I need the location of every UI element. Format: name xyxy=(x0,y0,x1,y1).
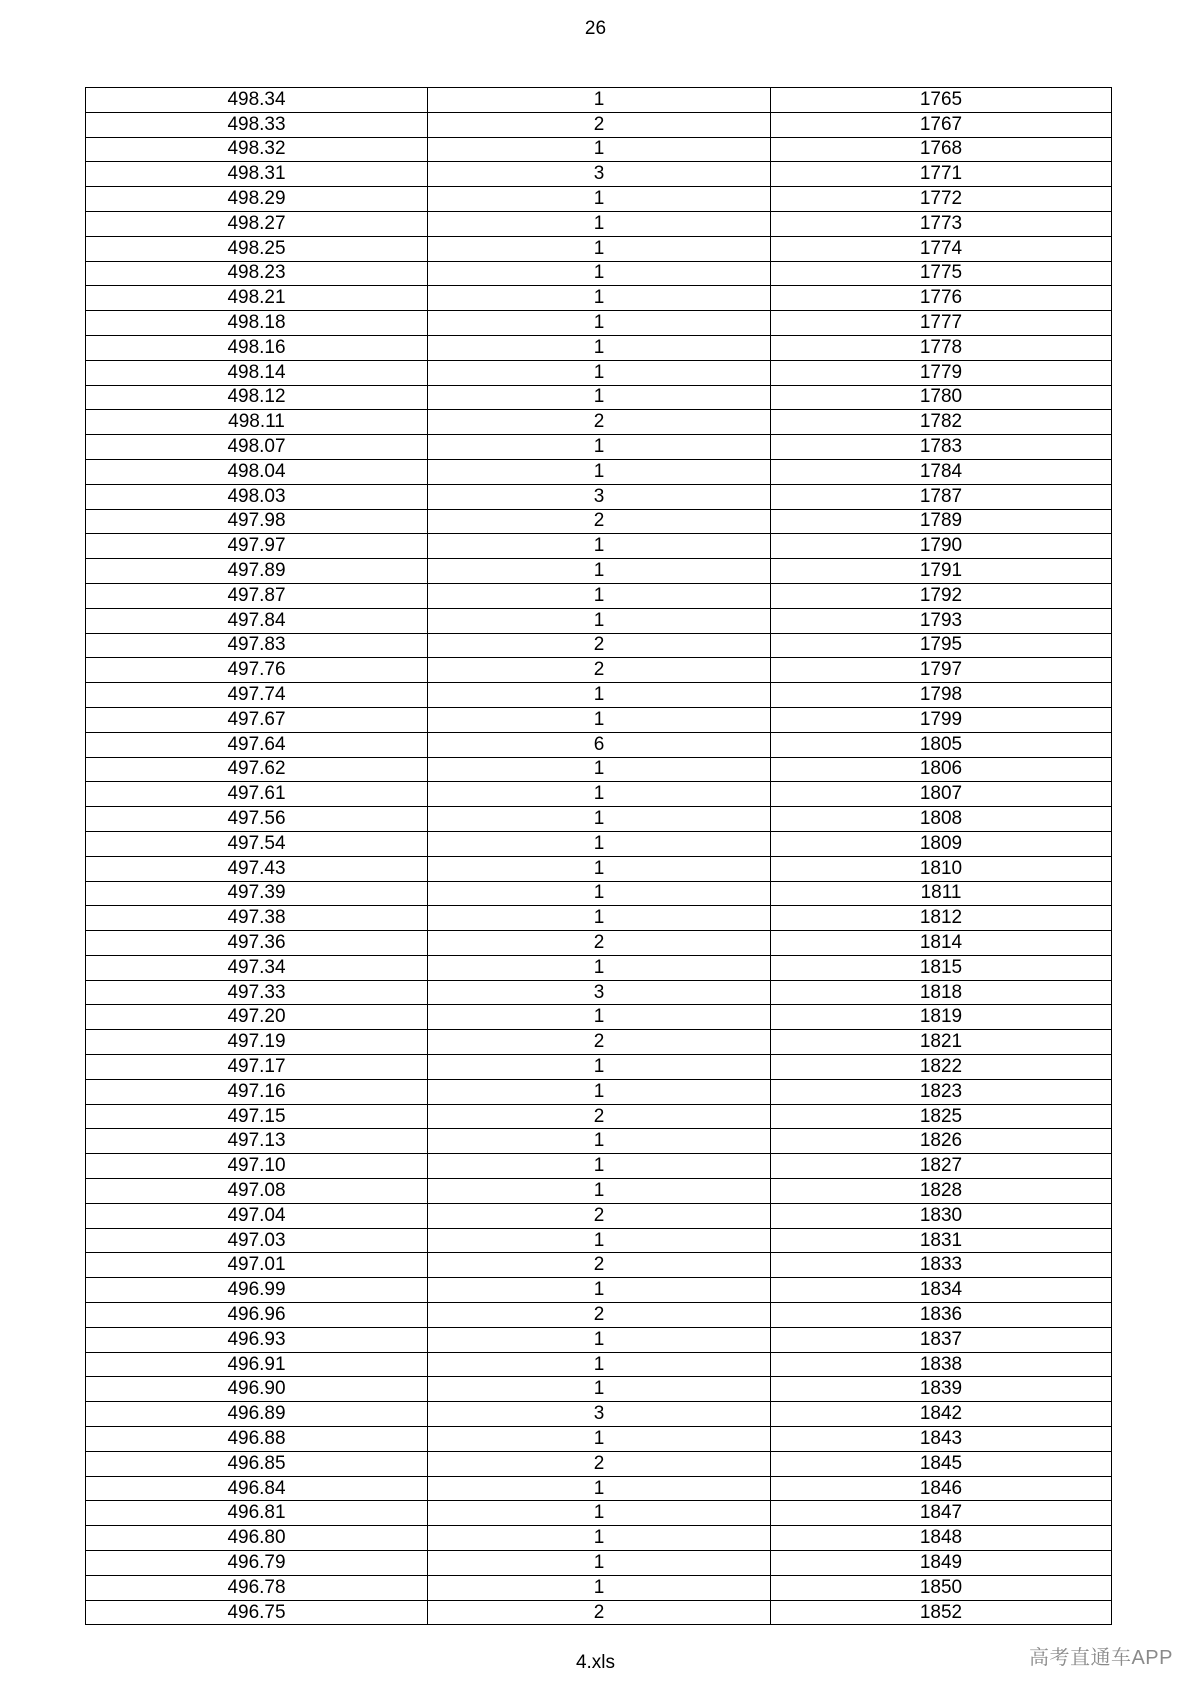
score-cell: 497.04 xyxy=(86,1203,428,1228)
table-row xyxy=(86,1551,1112,1576)
watermark-text: 高考直通车APP xyxy=(1028,1647,1173,1669)
count-cell: 1 xyxy=(428,807,771,832)
score-table-container xyxy=(85,87,1112,1625)
cumulative-cell: 1777 xyxy=(771,311,1112,336)
table-row xyxy=(86,906,1112,931)
table-row xyxy=(86,633,1112,658)
count-cell: 2 xyxy=(428,509,771,534)
count-cell: 1 xyxy=(428,261,771,286)
score-cell: 497.01 xyxy=(86,1253,428,1278)
score-cell: 497.39 xyxy=(86,881,428,906)
table-row xyxy=(86,1501,1112,1526)
count-cell: 1 xyxy=(428,335,771,360)
cumulative-cell: 1821 xyxy=(771,1030,1112,1055)
score-cell: 498.11 xyxy=(86,410,428,435)
cumulative-cell: 1825 xyxy=(771,1104,1112,1129)
score-cell: 498.27 xyxy=(86,211,428,236)
cumulative-cell: 1848 xyxy=(771,1526,1112,1551)
cumulative-cell: 1828 xyxy=(771,1179,1112,1204)
cumulative-cell: 1839 xyxy=(771,1377,1112,1402)
count-cell: 1 xyxy=(428,608,771,633)
cumulative-cell: 1772 xyxy=(771,187,1112,212)
score-cell: 496.96 xyxy=(86,1303,428,1328)
table-row xyxy=(86,707,1112,732)
score-cell: 497.08 xyxy=(86,1179,428,1204)
cumulative-cell: 1845 xyxy=(771,1451,1112,1476)
cumulative-cell: 1818 xyxy=(771,980,1112,1005)
cumulative-cell: 1784 xyxy=(771,459,1112,484)
table-row xyxy=(86,1476,1112,1501)
cumulative-cell: 1779 xyxy=(771,360,1112,385)
count-cell: 1 xyxy=(428,1278,771,1303)
count-cell: 1 xyxy=(428,311,771,336)
count-cell: 1 xyxy=(428,1551,771,1576)
cumulative-cell: 1767 xyxy=(771,112,1112,137)
cumulative-cell: 1768 xyxy=(771,137,1112,162)
table-row xyxy=(86,112,1112,137)
score-cell: 497.83 xyxy=(86,633,428,658)
cumulative-cell: 1789 xyxy=(771,509,1112,534)
cumulative-cell: 1773 xyxy=(771,211,1112,236)
cumulative-cell: 1799 xyxy=(771,707,1112,732)
count-cell: 1 xyxy=(428,211,771,236)
score-cell: 497.38 xyxy=(86,906,428,931)
cumulative-cell: 1780 xyxy=(771,385,1112,410)
count-cell: 1 xyxy=(428,1327,771,1352)
score-cell: 498.29 xyxy=(86,187,428,212)
count-cell: 1 xyxy=(428,1575,771,1600)
score-cell: 497.97 xyxy=(86,534,428,559)
score-cell: 498.32 xyxy=(86,137,428,162)
score-cell: 498.34 xyxy=(86,88,428,113)
count-cell: 1 xyxy=(428,1129,771,1154)
count-cell: 1 xyxy=(428,1005,771,1030)
table-row xyxy=(86,311,1112,336)
page-number: 26 xyxy=(584,18,607,39)
table-row xyxy=(86,856,1112,881)
score-table xyxy=(85,87,1112,1625)
count-cell: 1 xyxy=(428,1079,771,1104)
cumulative-cell: 1838 xyxy=(771,1352,1112,1377)
score-cell: 496.79 xyxy=(86,1551,428,1576)
score-cell: 497.10 xyxy=(86,1154,428,1179)
cumulative-cell: 1793 xyxy=(771,608,1112,633)
table-row xyxy=(86,807,1112,832)
score-cell: 498.03 xyxy=(86,484,428,509)
score-cell: 497.36 xyxy=(86,931,428,956)
score-cell: 498.14 xyxy=(86,360,428,385)
score-cell: 497.43 xyxy=(86,856,428,881)
score-cell: 496.78 xyxy=(86,1575,428,1600)
count-cell: 1 xyxy=(428,1526,771,1551)
table-row xyxy=(86,137,1112,162)
score-cell: 496.90 xyxy=(86,1377,428,1402)
score-cell: 497.62 xyxy=(86,757,428,782)
count-cell: 1 xyxy=(428,831,771,856)
table-row xyxy=(86,1079,1112,1104)
score-cell: 497.17 xyxy=(86,1055,428,1080)
score-cell: 496.80 xyxy=(86,1526,428,1551)
table-row xyxy=(86,385,1112,410)
cumulative-cell: 1819 xyxy=(771,1005,1112,1030)
count-cell: 3 xyxy=(428,1402,771,1427)
score-cell: 497.34 xyxy=(86,955,428,980)
count-cell: 1 xyxy=(428,88,771,113)
count-cell: 1 xyxy=(428,906,771,931)
table-row xyxy=(86,881,1112,906)
count-cell: 1 xyxy=(428,1377,771,1402)
count-cell: 2 xyxy=(428,1253,771,1278)
score-cell: 497.84 xyxy=(86,608,428,633)
table-row xyxy=(86,1104,1112,1129)
count-cell: 2 xyxy=(428,931,771,956)
score-cell: 497.03 xyxy=(86,1228,428,1253)
cumulative-cell: 1826 xyxy=(771,1129,1112,1154)
cumulative-cell: 1808 xyxy=(771,807,1112,832)
table-row xyxy=(86,831,1112,856)
score-cell: 497.61 xyxy=(86,782,428,807)
table-row xyxy=(86,1154,1112,1179)
score-cell: 497.54 xyxy=(86,831,428,856)
count-cell: 1 xyxy=(428,583,771,608)
table-row xyxy=(86,1575,1112,1600)
cumulative-cell: 1843 xyxy=(771,1427,1112,1452)
cumulative-cell: 1791 xyxy=(771,559,1112,584)
score-cell: 497.74 xyxy=(86,683,428,708)
table-row xyxy=(86,261,1112,286)
cumulative-cell: 1782 xyxy=(771,410,1112,435)
table-row xyxy=(86,1303,1112,1328)
count-cell: 2 xyxy=(428,1600,771,1625)
cumulative-cell: 1792 xyxy=(771,583,1112,608)
count-cell: 3 xyxy=(428,484,771,509)
count-cell: 1 xyxy=(428,1476,771,1501)
table-row xyxy=(86,509,1112,534)
table-row xyxy=(86,1451,1112,1476)
cumulative-cell: 1850 xyxy=(771,1575,1112,1600)
cumulative-cell: 1778 xyxy=(771,335,1112,360)
table-row xyxy=(86,410,1112,435)
count-cell: 2 xyxy=(428,658,771,683)
count-cell: 1 xyxy=(428,137,771,162)
table-row xyxy=(86,1129,1112,1154)
table-row xyxy=(86,1005,1112,1030)
count-cell: 1 xyxy=(428,1179,771,1204)
cumulative-cell: 1846 xyxy=(771,1476,1112,1501)
table-row xyxy=(86,1179,1112,1204)
cumulative-cell: 1833 xyxy=(771,1253,1112,1278)
table-row xyxy=(86,931,1112,956)
cumulative-cell: 1823 xyxy=(771,1079,1112,1104)
score-cell: 497.64 xyxy=(86,732,428,757)
cumulative-cell: 1795 xyxy=(771,633,1112,658)
count-cell: 2 xyxy=(428,1451,771,1476)
cumulative-cell: 1831 xyxy=(771,1228,1112,1253)
count-cell: 1 xyxy=(428,459,771,484)
cumulative-cell: 1771 xyxy=(771,162,1112,187)
cumulative-cell: 1852 xyxy=(771,1600,1112,1625)
cumulative-cell: 1847 xyxy=(771,1501,1112,1526)
count-cell: 3 xyxy=(428,980,771,1005)
table-row xyxy=(86,335,1112,360)
count-cell: 2 xyxy=(428,410,771,435)
score-cell: 497.67 xyxy=(86,707,428,732)
score-cell: 497.13 xyxy=(86,1129,428,1154)
table-row xyxy=(86,955,1112,980)
score-cell: 496.91 xyxy=(86,1352,428,1377)
count-cell: 3 xyxy=(428,162,771,187)
count-cell: 1 xyxy=(428,435,771,460)
cumulative-cell: 1765 xyxy=(771,88,1112,113)
count-cell: 1 xyxy=(428,1501,771,1526)
count-cell: 2 xyxy=(428,633,771,658)
score-cell: 496.81 xyxy=(86,1501,428,1526)
count-cell: 1 xyxy=(428,1427,771,1452)
score-table-body xyxy=(86,88,1112,1625)
score-cell: 496.75 xyxy=(86,1600,428,1625)
table-row xyxy=(86,187,1112,212)
table-row xyxy=(86,1327,1112,1352)
count-cell: 2 xyxy=(428,1030,771,1055)
table-row xyxy=(86,980,1112,1005)
cumulative-cell: 1809 xyxy=(771,831,1112,856)
cumulative-cell: 1837 xyxy=(771,1327,1112,1352)
table-row xyxy=(86,286,1112,311)
table-row xyxy=(86,534,1112,559)
score-cell: 496.88 xyxy=(86,1427,428,1452)
cumulative-cell: 1798 xyxy=(771,683,1112,708)
table-row xyxy=(86,1352,1112,1377)
score-cell: 497.16 xyxy=(86,1079,428,1104)
table-row xyxy=(86,211,1112,236)
count-cell: 2 xyxy=(428,1303,771,1328)
cumulative-cell: 1811 xyxy=(771,881,1112,906)
cumulative-cell: 1776 xyxy=(771,286,1112,311)
count-cell: 1 xyxy=(428,1352,771,1377)
cumulative-cell: 1815 xyxy=(771,955,1112,980)
cumulative-cell: 1830 xyxy=(771,1203,1112,1228)
table-row xyxy=(86,435,1112,460)
score-cell: 498.33 xyxy=(86,112,428,137)
table-row xyxy=(86,559,1112,584)
score-cell: 498.04 xyxy=(86,459,428,484)
table-row xyxy=(86,1427,1112,1452)
cumulative-cell: 1810 xyxy=(771,856,1112,881)
cumulative-cell: 1842 xyxy=(771,1402,1112,1427)
cumulative-cell: 1814 xyxy=(771,931,1112,956)
cumulative-cell: 1807 xyxy=(771,782,1112,807)
table-row xyxy=(86,1030,1112,1055)
table-row xyxy=(86,1600,1112,1625)
count-cell: 1 xyxy=(428,1154,771,1179)
count-cell: 1 xyxy=(428,757,771,782)
count-cell: 1 xyxy=(428,534,771,559)
score-cell: 497.98 xyxy=(86,509,428,534)
table-row xyxy=(86,236,1112,261)
cumulative-cell: 1812 xyxy=(771,906,1112,931)
score-cell: 498.23 xyxy=(86,261,428,286)
score-cell: 498.25 xyxy=(86,236,428,261)
score-cell: 498.07 xyxy=(86,435,428,460)
table-row xyxy=(86,658,1112,683)
count-cell: 1 xyxy=(428,881,771,906)
count-cell: 1 xyxy=(428,360,771,385)
cumulative-cell: 1806 xyxy=(771,757,1112,782)
count-cell: 2 xyxy=(428,1104,771,1129)
table-row xyxy=(86,360,1112,385)
table-row xyxy=(86,484,1112,509)
cumulative-cell: 1834 xyxy=(771,1278,1112,1303)
footer-filename: 4.xls xyxy=(575,1652,616,1673)
table-row xyxy=(86,1526,1112,1551)
score-cell: 496.89 xyxy=(86,1402,428,1427)
table-row xyxy=(86,1377,1112,1402)
table-row xyxy=(86,1278,1112,1303)
score-cell: 497.56 xyxy=(86,807,428,832)
count-cell: 1 xyxy=(428,1228,771,1253)
cumulative-cell: 1797 xyxy=(771,658,1112,683)
table-row xyxy=(86,583,1112,608)
count-cell: 1 xyxy=(428,955,771,980)
count-cell: 2 xyxy=(428,1203,771,1228)
table-row xyxy=(86,683,1112,708)
cumulative-cell: 1774 xyxy=(771,236,1112,261)
cumulative-cell: 1790 xyxy=(771,534,1112,559)
table-row xyxy=(86,608,1112,633)
score-cell: 497.87 xyxy=(86,583,428,608)
table-row xyxy=(86,782,1112,807)
cumulative-cell: 1827 xyxy=(771,1154,1112,1179)
score-cell: 498.12 xyxy=(86,385,428,410)
score-cell: 497.76 xyxy=(86,658,428,683)
score-cell: 498.16 xyxy=(86,335,428,360)
table-row xyxy=(86,1253,1112,1278)
count-cell: 1 xyxy=(428,559,771,584)
score-cell: 496.93 xyxy=(86,1327,428,1352)
count-cell: 2 xyxy=(428,112,771,137)
table-row xyxy=(86,88,1112,113)
table-row xyxy=(86,1228,1112,1253)
score-cell: 497.20 xyxy=(86,1005,428,1030)
table-row xyxy=(86,1055,1112,1080)
cumulative-cell: 1783 xyxy=(771,435,1112,460)
score-cell: 496.84 xyxy=(86,1476,428,1501)
cumulative-cell: 1836 xyxy=(771,1303,1112,1328)
count-cell: 1 xyxy=(428,782,771,807)
count-cell: 1 xyxy=(428,236,771,261)
cumulative-cell: 1849 xyxy=(771,1551,1112,1576)
score-cell: 498.21 xyxy=(86,286,428,311)
count-cell: 1 xyxy=(428,1055,771,1080)
cumulative-cell: 1822 xyxy=(771,1055,1112,1080)
score-cell: 497.33 xyxy=(86,980,428,1005)
score-cell: 496.85 xyxy=(86,1451,428,1476)
table-row xyxy=(86,1402,1112,1427)
table-row xyxy=(86,459,1112,484)
count-cell: 1 xyxy=(428,856,771,881)
cumulative-cell: 1775 xyxy=(771,261,1112,286)
count-cell: 1 xyxy=(428,187,771,212)
score-cell: 498.18 xyxy=(86,311,428,336)
score-cell: 498.31 xyxy=(86,162,428,187)
table-row xyxy=(86,757,1112,782)
count-cell: 1 xyxy=(428,286,771,311)
score-cell: 497.89 xyxy=(86,559,428,584)
count-cell: 1 xyxy=(428,385,771,410)
count-cell: 1 xyxy=(428,683,771,708)
count-cell: 1 xyxy=(428,707,771,732)
score-cell: 497.19 xyxy=(86,1030,428,1055)
count-cell: 6 xyxy=(428,732,771,757)
table-row xyxy=(86,1203,1112,1228)
table-row xyxy=(86,162,1112,187)
cumulative-cell: 1805 xyxy=(771,732,1112,757)
score-cell: 497.15 xyxy=(86,1104,428,1129)
table-row xyxy=(86,732,1112,757)
score-cell: 496.99 xyxy=(86,1278,428,1303)
cumulative-cell: 1787 xyxy=(771,484,1112,509)
